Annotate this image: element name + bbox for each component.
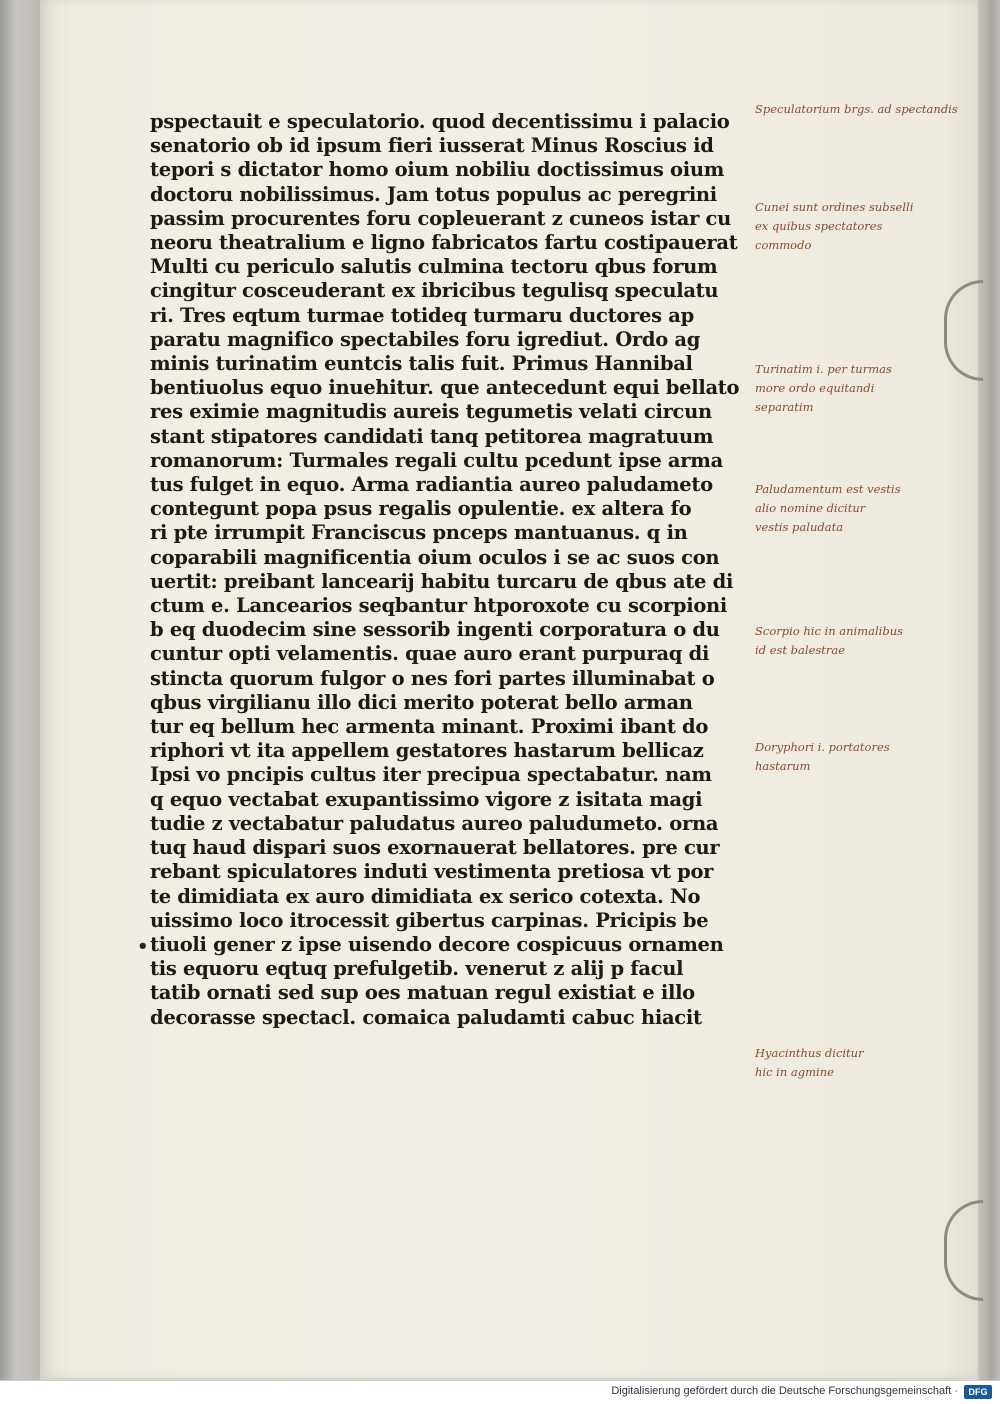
text-line: stincta quorum fulgor o nes fori partes illuminabat o (150, 666, 715, 690)
marginal-note-line: hic in agmine (755, 1065, 834, 1079)
text-line: tuq haud dispari suos exornauerat bellatores. pre cur (150, 836, 720, 860)
marginal-note-line: Turinatim i. per turmas (755, 362, 892, 376)
text-line: senatorio ob id ipsum fieri iusserat Minus Roscius id (150, 134, 714, 158)
text-line: pspectauit e speculatorio. quod decentissimu i palacio (150, 110, 730, 133)
text-line: res eximie magnitudis aureis tegumetis velati circun (150, 400, 712, 424)
text-line: uissimo loco itrocessit gibertus carpinas. Pricipis be (150, 908, 709, 932)
marginal-note (755, 198, 970, 255)
page-edge (978, 0, 1000, 1380)
marginal-note-line: Hyacinthus dicitur (755, 1046, 864, 1060)
text-line: riphori vt ita appellem gestatores hastarum bellicaz (150, 739, 704, 763)
marginal-note (755, 622, 970, 660)
line-marker: • (137, 936, 149, 957)
text-line: ctum e. Lancearios seqbantur htporoxote cu scorpioni (150, 594, 728, 618)
marginal-note-line: hastarum (755, 759, 811, 773)
marginal-note (755, 100, 970, 119)
text-line: b eq duodecim sine sessorib ingenti corporatura o du (150, 618, 720, 642)
text-line: cuntur opti velamentis. quae auro erant purpuraq di (150, 642, 710, 666)
marginal-note-line: vestis paludata (755, 520, 844, 534)
marginal-note-line: id est balestrae (755, 643, 846, 657)
text-line: ri. Tres eqtum turmae totideq turmaru ductores ap (150, 303, 694, 327)
text-line: tiuoli gener z ipse uisendo decore cospicuus ornamen (150, 932, 724, 956)
text-line: doctoru nobilissimus. Jam totus populus ac peregrini (150, 182, 717, 206)
text-line: bentiuolus equo inuehitur. que antecedunt equi bellato (150, 376, 740, 400)
marginal-note-line: separatim (755, 400, 814, 414)
marginal-note (755, 1044, 970, 1082)
text-line: cingitur cosceuderant ex ibricibus tegulisq speculatu (150, 279, 719, 303)
text-line: Multi cu periculo salutis culmina tectoru qbus forum (150, 255, 718, 279)
printed-text-block (150, 110, 740, 1030)
footer-credit: Digitalisierung gefördert durch die Deutsche Forschungsgemeinschaft · (611, 1385, 958, 1397)
text-line: tus fulget in equo. Arma radiantia aureo paludameto (150, 473, 713, 497)
marginal-note-line: ex quibus spectatores (755, 219, 883, 233)
text-line: q equo vectabat exupantissimo vigore z isitata magi (150, 787, 703, 811)
marginal-note-line: Doryphori i. portatores (755, 740, 890, 754)
marginal-note-line: Speculatorium brgs. ad spectandis (755, 102, 958, 116)
marginal-note (755, 360, 970, 417)
text-line: romanorum: Turmales regali cultu pcedunt ipse arma (150, 448, 723, 472)
marginal-note-line: more ordo equitandi (755, 381, 875, 395)
marginal-note-line: Paludamentum est vestis (755, 482, 901, 496)
text-line: uertit: preibant lancearij habitu turcaru de qbus ate di (150, 569, 734, 593)
text-line: minis turinatim euntcis talis fuit. Primus Hannibal (150, 352, 693, 376)
text-line: contegunt popa psus regalis opulentie. ex altera fo (150, 497, 692, 521)
text-line: qbus virgilianu illo dici merito poterat bello arman (150, 690, 693, 714)
marginal-note (755, 480, 970, 537)
text-line: stant stipatores candidati tanq petitorea magratuum (150, 424, 714, 448)
text-line: tepori s dictator homo oium nobiliu doctissimus oium (150, 158, 725, 182)
footer-bar (0, 1380, 1000, 1404)
text-line: te dimidiata ex auro dimidiata ex serico cotexta. No (150, 884, 701, 908)
text-line: tatib ornati sed sup oes matuan regul existiat e illo (150, 981, 695, 1005)
dfg-logo: DFG (964, 1385, 992, 1399)
text-line: passim procurentes foru copleuerant z cuneos istar cu (150, 206, 732, 230)
text-line: ri pte irrumpit Franciscus pnceps mantuanus. q in (150, 521, 688, 545)
text-line: neoru theatralium e ligno fabricatos fartu costipauerat (150, 231, 738, 255)
marginal-note-line: Cunei sunt ordines subselli (755, 200, 914, 214)
marginal-note-line: alio nomine dicitur (755, 501, 866, 515)
text-line: Ipsi vo pncipis cultus iter precipua spectabatur. nam (150, 763, 712, 787)
book-gutter (0, 0, 40, 1380)
text-line: paratu magnifico spectabiles foru igrediut. Ordo ag (150, 327, 701, 351)
marginal-note-line: Scorpio hic in animalibus (755, 624, 904, 638)
text-line: coparabili magnificentia oium oculos i se ac suos con (150, 545, 720, 569)
text-line: tis equoru eqtuq prefulgetib. venerut z alij p facul (150, 957, 684, 981)
text-line: tur eq bellum hec armenta minant. Proximi ibant do (150, 715, 709, 739)
text-line: tudie z vectabatur paludatus aureo paludumeto. orna (150, 811, 719, 835)
marginal-note (755, 738, 970, 776)
text-line: decorasse spectacl. comaica paludamti cabuc hiacit (150, 1005, 702, 1029)
marginal-note-line: commodo (755, 238, 812, 252)
text-line: rebant spiculatores induti vestimenta pretiosa vt por (150, 860, 714, 884)
